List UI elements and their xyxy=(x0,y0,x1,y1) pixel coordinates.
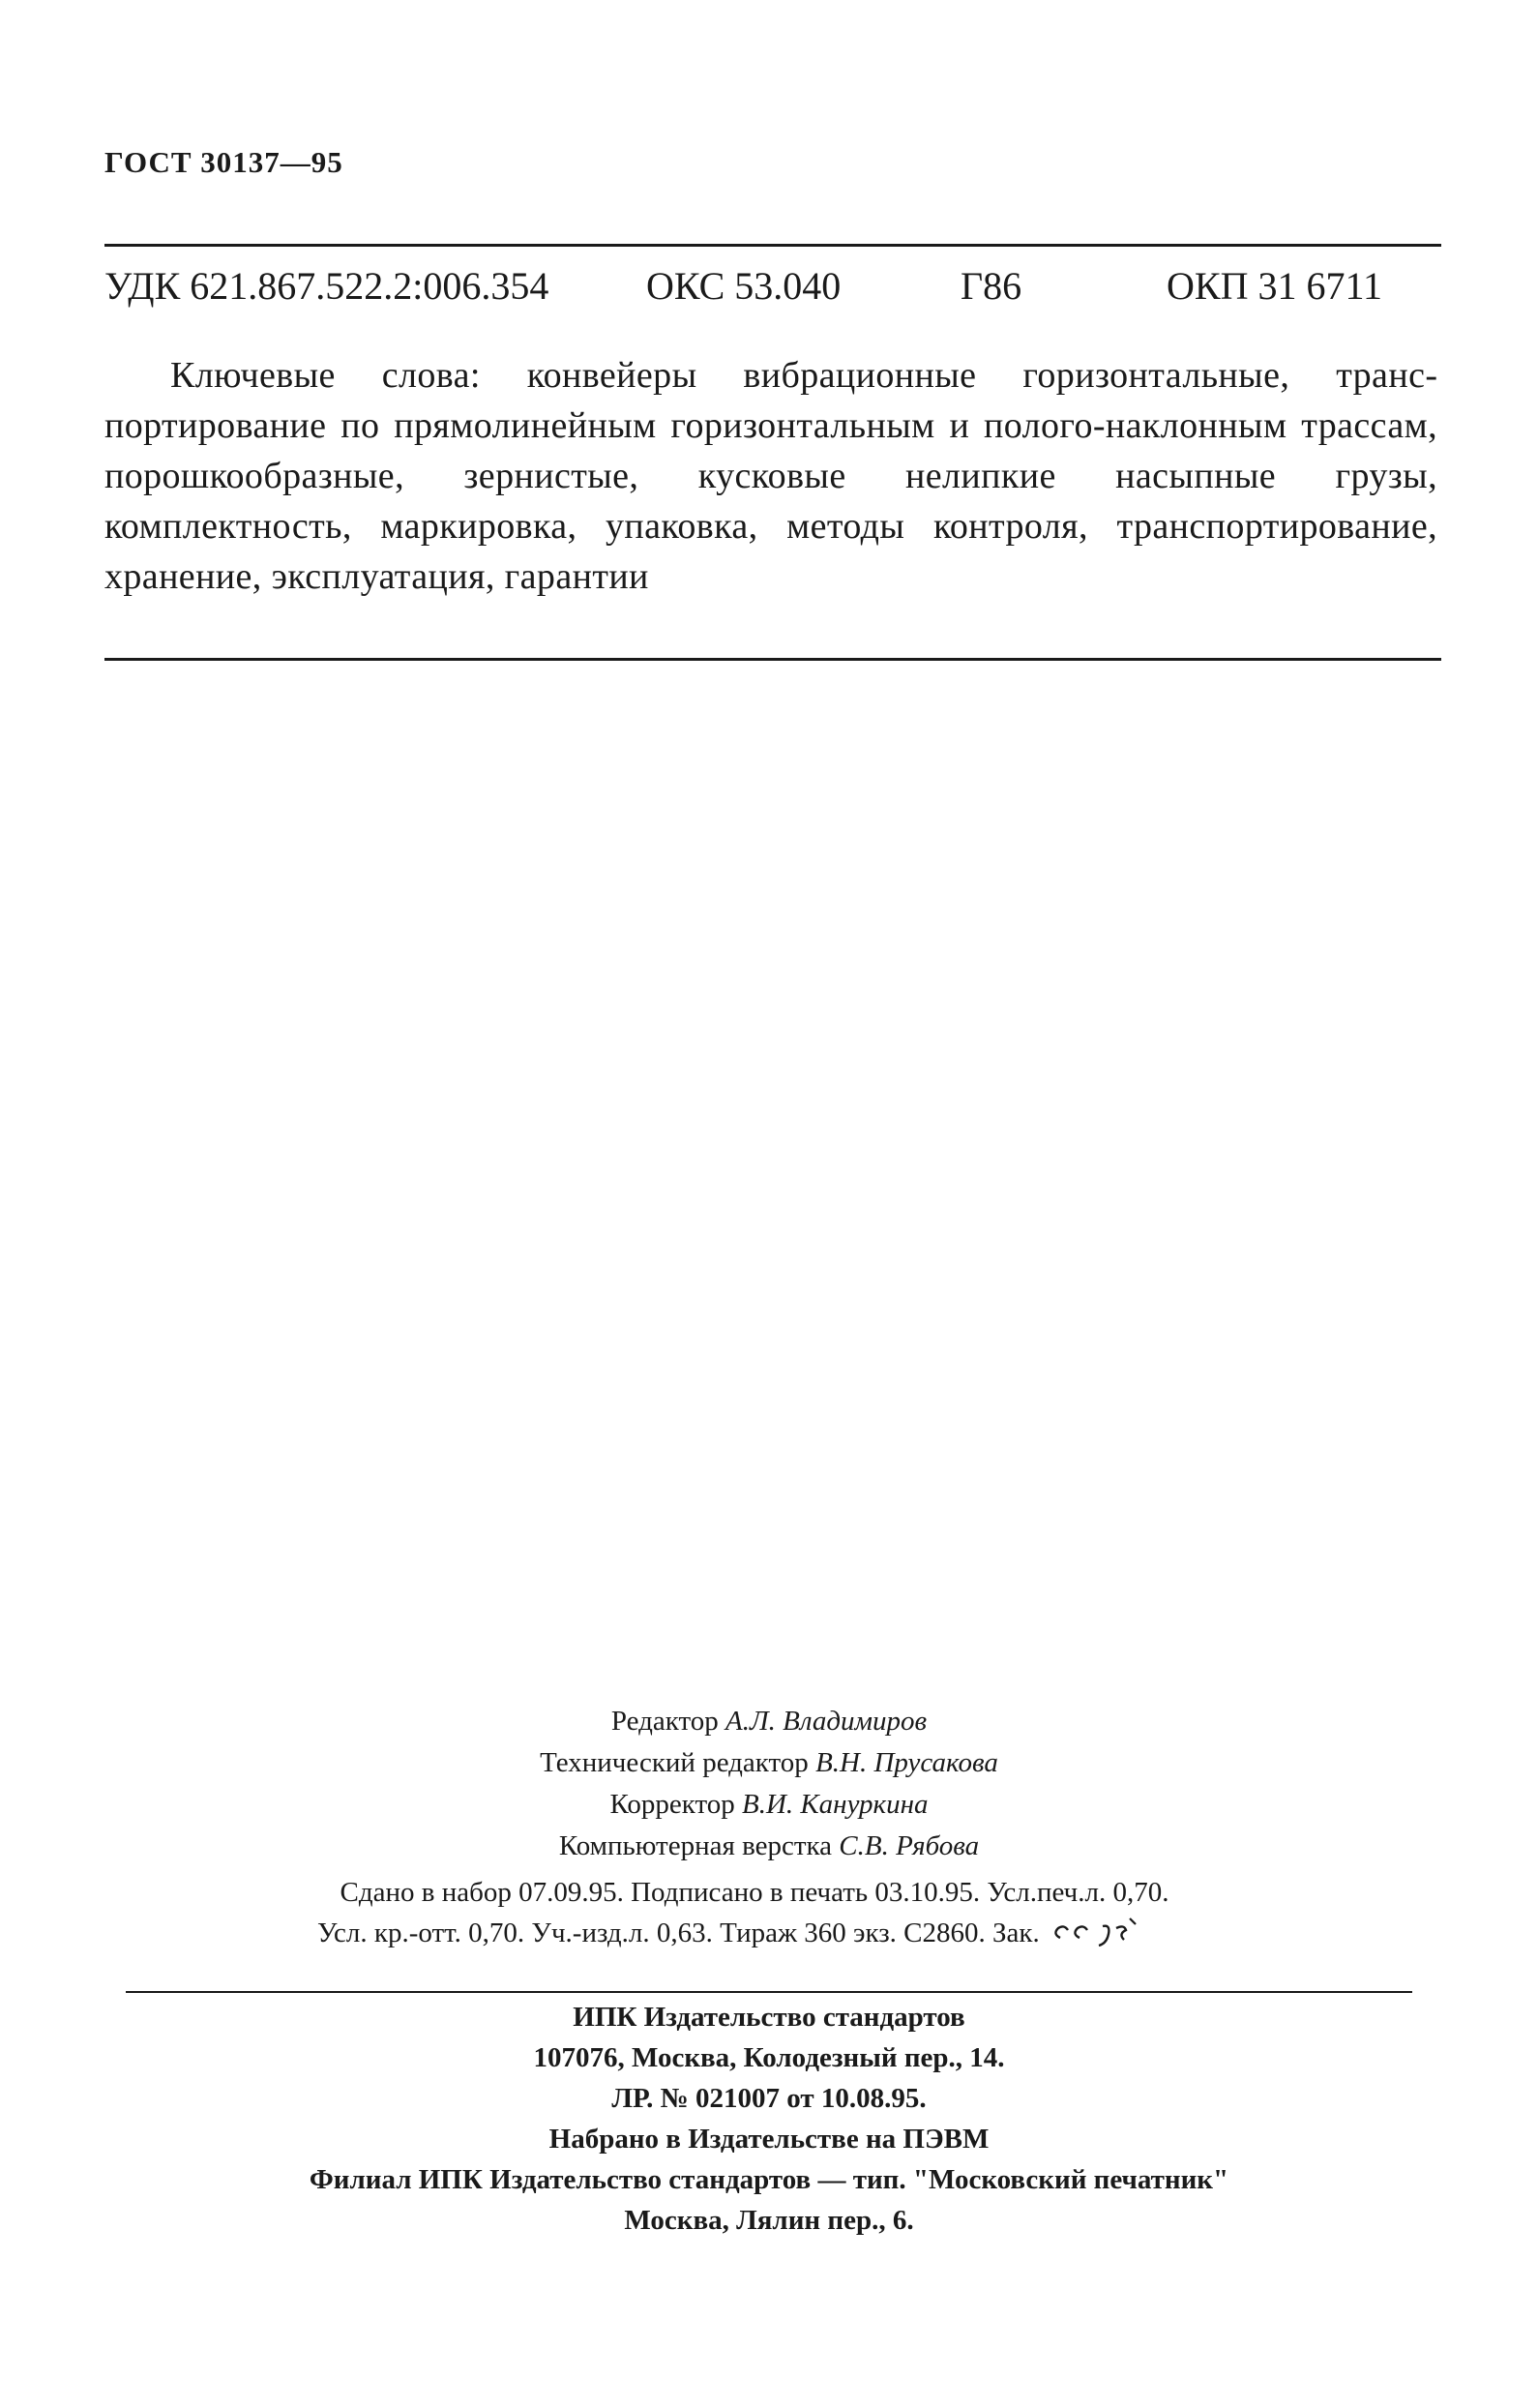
publisher-line-5: Филиал ИПК Издательство стандартов — тип. "Московский печатник" xyxy=(309,2164,1229,2195)
okp-code: ОКП 31 6711 xyxy=(1167,264,1382,308)
print-info-line-1: Сдано в набор 07.09.95. Подписано в печать 03.10.95. Усл.печ.л. 0,70. xyxy=(340,1877,1169,1908)
credits-block xyxy=(0,1701,1538,1867)
keywords-paragraph: Ключевые слова: конвейеры вибрационные горизонтальные, транспортирование по прямолинейным горизонтальным и полого-наклонным трассам, порошкообразные, зернистые, кусковые нелипкие насыпные грузы, комплектность, маркировка, упаковка, методы контроля, транспортирование, хранение, эксплуатация, гарантии xyxy=(104,355,1437,597)
group-code: Г86 xyxy=(961,264,1022,308)
publisher-line-1: ИПК Издательство стандартов xyxy=(573,2002,965,2033)
credit-proofreader: Корректор В.И. Кануркина xyxy=(609,1789,929,1820)
keywords-rule xyxy=(104,658,1441,661)
oks-code: ОКС 53.040 xyxy=(646,264,842,308)
document-code: ГОСТ 30137—95 xyxy=(104,145,343,179)
credit-editor: Редактор А.Л. Владимиров xyxy=(610,1706,928,1737)
print-info-line-2: Усл. кр.-отт. 0,70. Уч.-изд.л. 0,63. Тираж 360 экз. С2860. Зак. xyxy=(174,1913,1335,1953)
top-rule xyxy=(104,244,1441,247)
credit-tech-editor: Технический редактор В.Н. Прусакова xyxy=(540,1747,998,1778)
publisher-line-2: 107076, Москва, Колодезный пер., 14. xyxy=(533,2042,1005,2073)
publisher-line-6: Москва, Лялин пер., 6. xyxy=(624,2205,914,2236)
handwritten-order-number xyxy=(1047,1917,1192,1949)
udk-code: УДК 621.867.522.2:006.354 xyxy=(104,264,549,308)
publisher-rule xyxy=(126,1991,1412,1993)
publisher-line-3: ЛР. № 021007 от 10.08.95. xyxy=(611,2083,927,2114)
print-info-block xyxy=(174,1872,1335,1953)
credit-layout: Компьютерная верстка С.В. Рябова xyxy=(558,1830,980,1861)
publisher-block xyxy=(126,1997,1412,2241)
publisher-line-4: Набрано в Издательстве на ПЭВМ xyxy=(548,2124,990,2155)
